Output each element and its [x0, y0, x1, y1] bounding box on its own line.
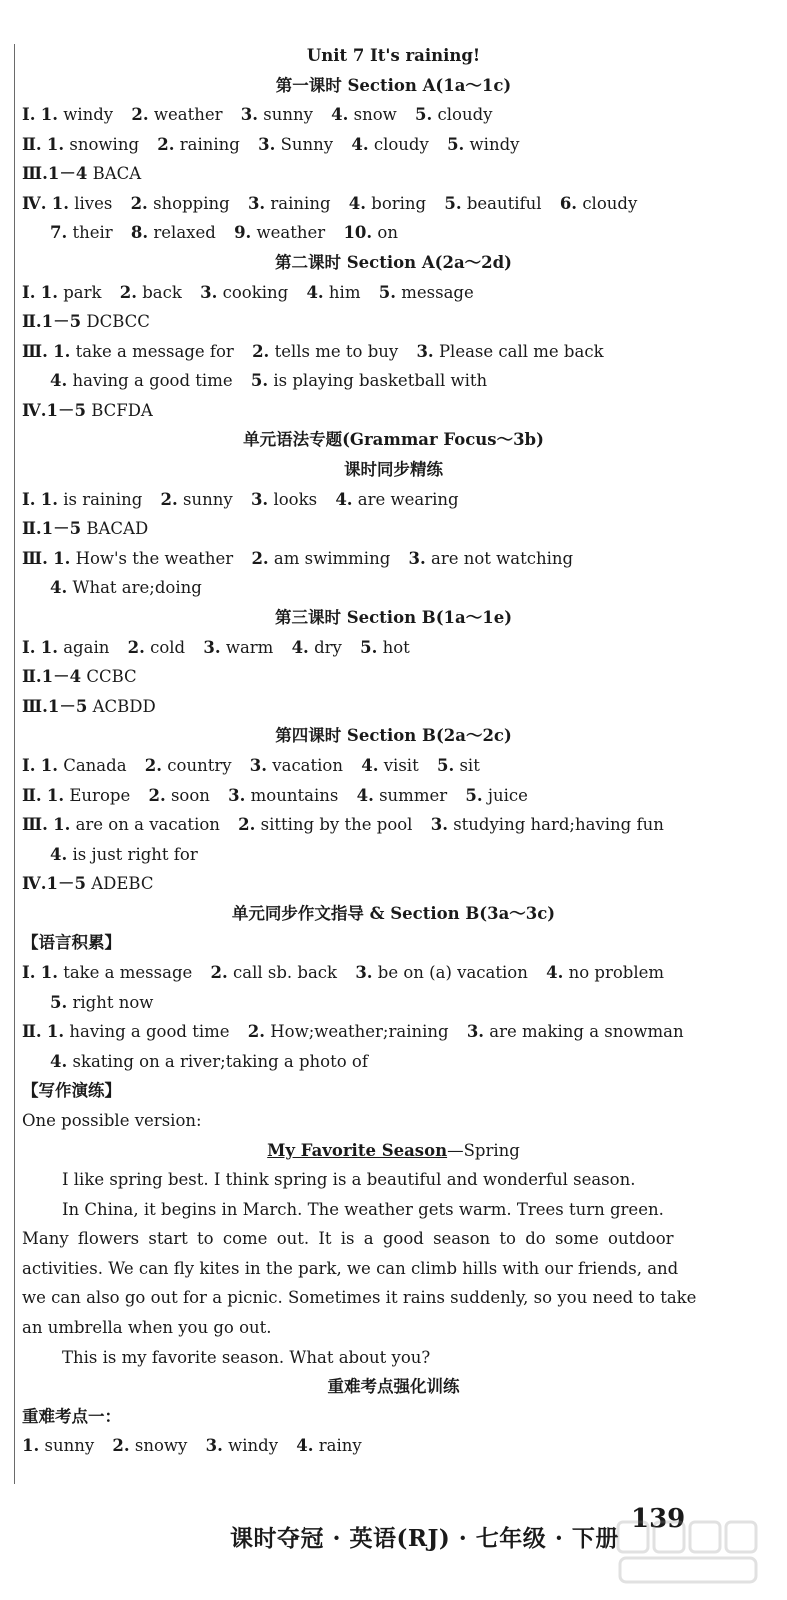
- possible-version-label: One possible version:: [22, 1111, 202, 1130]
- lesson-3-heading: 第三课时 Section B(1a～1e): [274, 608, 513, 627]
- answer-row: 4. What are;doing: [50, 578, 202, 597]
- writing-heading: 单元同步作文指导 & Section B(3a～3c): [231, 904, 556, 923]
- grammar-heading: 单元语法专题(Grammar Focus～3b): [243, 430, 544, 449]
- answer-row: Ⅰ. 1. Canada 2. country 3. vacation 4. visit 5. sit: [22, 756, 480, 775]
- answer-row: Ⅰ. 1. take a message 2. call sb. back 3. be on (a) vacation 4. no problem: [22, 963, 665, 982]
- answer-row: Ⅳ. 1. lives 2. shopping 3. raining 4. boring 5. beautiful 6. cloudy: [22, 194, 638, 213]
- answer-row: Ⅳ.1－5 BCFDA: [22, 401, 153, 420]
- answer-row: Ⅰ. 1. park 2. back 3. cooking 4. him 5. message: [22, 283, 474, 302]
- writing-practice-label: 【写作演练】: [22, 1081, 121, 1100]
- grammar-subheading: 课时同步精练: [344, 460, 443, 479]
- answer-row: Ⅲ.1－5 ACBDD: [22, 697, 156, 716]
- answer-row: Ⅰ. 1. again 2. cold 3. warm 4. dry 5. hot: [22, 638, 410, 657]
- essay-title: My Favorite Season—Spring: [267, 1141, 520, 1160]
- answer-row: Ⅱ. 1. snowing 2. raining 3. Sunny 4. cloudy 5. windy: [22, 135, 520, 154]
- key-points-heading: 重难考点强化训练: [327, 1377, 460, 1396]
- answer-row: 4. having a good time 5. is playing basketball with: [50, 371, 488, 390]
- answer-row: Ⅲ.1－4 BACA: [22, 164, 142, 183]
- answer-row: Ⅱ.1－5 BACAD: [22, 519, 149, 538]
- essay-line: activities. We can fly kites in the park, we can climb hills with our friends, and: [22, 1259, 679, 1278]
- answer-row: 1. sunny 2. snowy 3. windy 4. rainy: [22, 1436, 362, 1455]
- answer-row: 4. is just right for: [50, 845, 198, 864]
- essay-line: Many flowers start to come out. It is a good season to do some outdoor: [22, 1229, 674, 1248]
- answer-row: Ⅲ. 1. are on a vacation 2. sitting by the pool 3. studying hard;having fun: [22, 815, 664, 834]
- page-number: 139: [631, 1504, 686, 1534]
- answer-row: Ⅲ. 1. take a message for 2. tells me to buy 3. Please call me back: [22, 342, 604, 361]
- essay-line: an umbrella when you go out.: [22, 1318, 272, 1337]
- lesson-2-heading: 第二课时 Section A(2a～2d): [275, 253, 512, 272]
- answer-row: Ⅱ. 1. Europe 2. soon 3. mountains 4. summer 5. juice: [22, 786, 528, 805]
- answer-row: Ⅲ. 1. How's the weather 2. am swimming 3. are not watching: [22, 549, 574, 568]
- lesson-1-heading: 第一课时 Section A(1a～1c): [275, 76, 512, 95]
- essay-line: we can also go out for a picnic. Sometimes it rains suddenly, so you need to take: [22, 1288, 697, 1307]
- answer-row: Ⅰ. 1. is raining 2. sunny 3. looks 4. are wearing: [22, 490, 459, 509]
- footer-book-title: 课时夺冠 · 英语(RJ) · 七年级 · 下册: [230, 1525, 619, 1552]
- answer-row: Ⅱ.1－5 DCBCC: [22, 312, 150, 331]
- answer-row: Ⅳ.1－5 ADEBC: [22, 874, 154, 893]
- watermark-logo: [610, 1518, 760, 1588]
- key-point-label: 重难考点一：: [22, 1407, 121, 1426]
- unit-title: Unit 7 It's raining!: [306, 46, 481, 65]
- answer-row: 7. their 8. relaxed 9. weather 10. on: [50, 223, 398, 242]
- essay-paragraph: This is my favorite season. What about you?: [62, 1348, 431, 1367]
- answer-row: Ⅰ. 1. windy 2. weather 3. sunny 4. snow 5. cloudy: [22, 105, 493, 124]
- answer-row: Ⅱ.1－4 CCBC: [22, 667, 137, 686]
- answer-row: 4. skating on a river;taking a photo of: [50, 1052, 368, 1071]
- language-accumulation-label: 【语言积累】: [22, 933, 121, 952]
- lesson-4-heading: 第四课时 Section B(2a～2c): [275, 726, 512, 745]
- answer-row: 5. right now: [50, 993, 154, 1012]
- essay-paragraph: I like spring best. I think spring is a beautiful and wonderful season.: [62, 1170, 636, 1189]
- essay-paragraph: In China, it begins in March. The weather gets warm. Trees turn green.: [62, 1200, 664, 1219]
- answer-row: Ⅱ. 1. having a good time 2. How;weather;raining 3. are making a snowman: [22, 1022, 684, 1041]
